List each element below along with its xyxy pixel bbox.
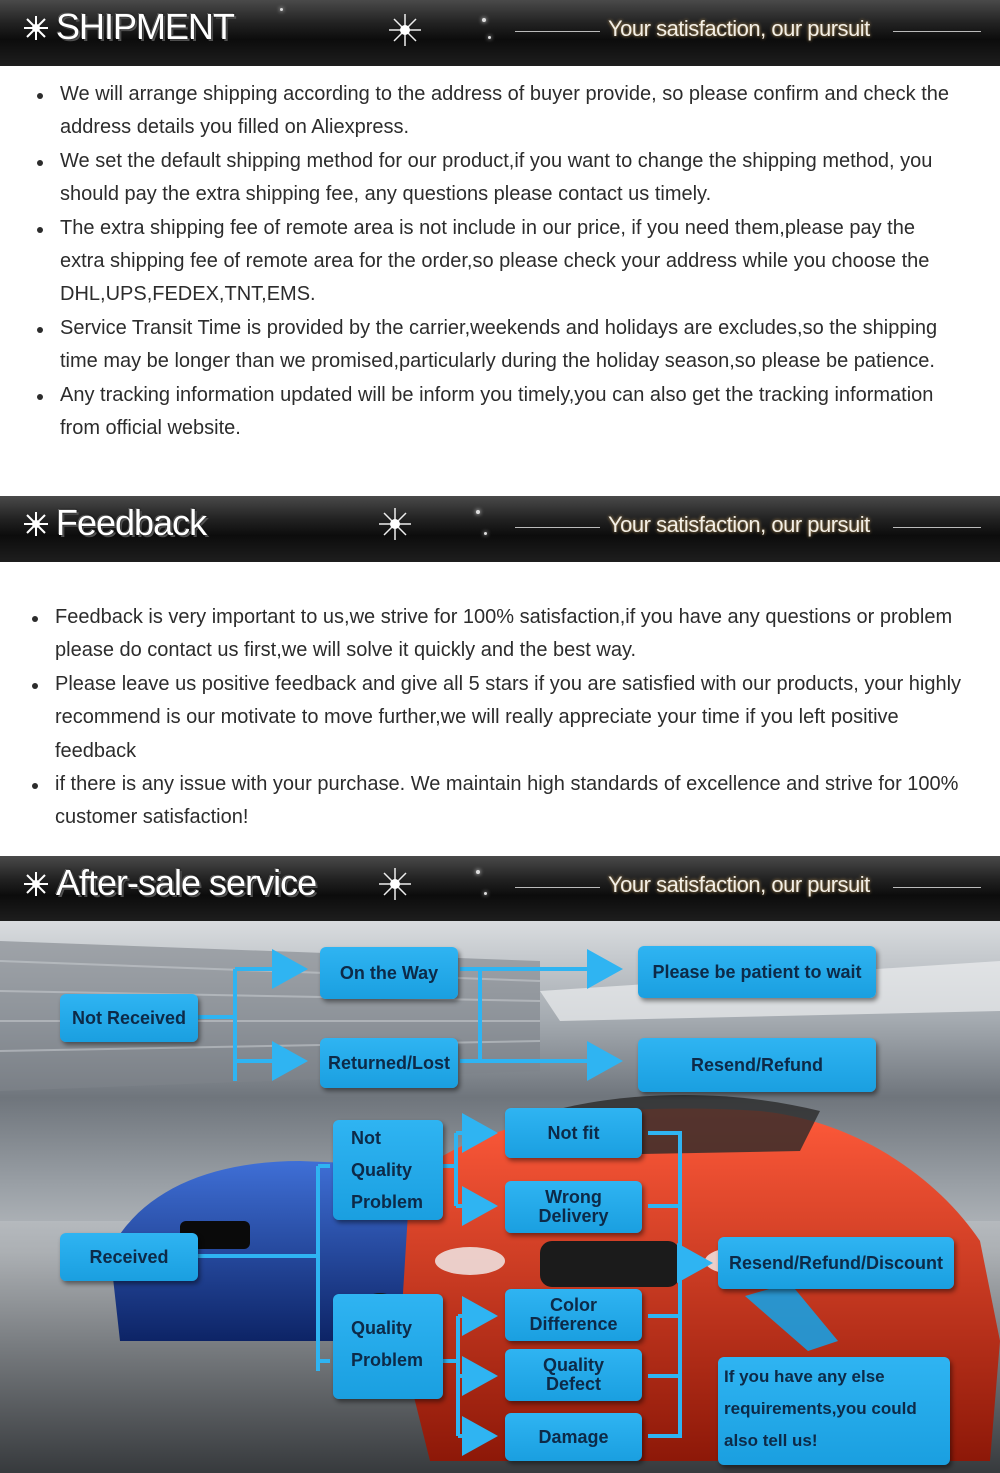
on-the-way-node: On the Way [320,947,458,999]
list-item: if there is any issue with your purchase. We maintain high standards of excellence and strive for 100% customer satisfaction! [0,768,1000,835]
else-requirements-node: If you have any else requirements,you could also tell us! [718,1357,950,1465]
after-sale-banner [0,856,1000,922]
feedback-banner [0,496,1000,562]
banner-slogan: Your satisfaction, our pursuit [608,512,870,537]
list-item: We will arrange shipping according to the address of buyer provide, so please confirm and check the address details you filled on Aliexpress. [0,78,1000,145]
sparkle-icon [22,870,50,898]
sparkle-icon [385,10,425,50]
not-received-node: Not Received [60,994,198,1042]
shipment-section [0,78,1000,445]
not-quality-problem-node: Not Quality Problem [333,1120,443,1220]
received-node: Received [60,1233,198,1281]
shipment-banner [0,0,1000,66]
banner-slogan: Your satisfaction, our pursuit [608,872,870,897]
after-sale-flowchart [0,921,1000,1473]
sparkle-icon [22,510,50,538]
sparkle-icon [375,864,415,904]
list-item: Service Transit Time is provided by the carrier,weekends and holidays are excludes,so the shipping time may be longer than we promised,particularly during the holiday season,so please be patience. [0,312,1000,379]
sparkle-icon [375,504,415,544]
section-title: Feedback [56,502,207,543]
sparkle-icon [22,14,50,42]
list-item: Feedback is very important to us,we strive for 100% satisfaction,if you have any questions or problem please do contact us first,we will solve it quickly and the best way. [0,601,1000,668]
banner-slogan: Your satisfaction, our pursuit [608,16,870,41]
quality-problem-node: Quality Problem [333,1294,443,1399]
resend-refund-discount-node: Resend/Refund/Discount [718,1237,954,1289]
not-fit-node: Not fit [505,1108,642,1158]
list-item: Any tracking information updated will be inform you timely,you can also get the tracking information from official website. [0,379,1000,446]
resend-refund-node: Resend/Refund [638,1038,876,1092]
color-difference-node: Color Difference [505,1289,642,1341]
damage-node: Damage [505,1413,642,1461]
wrong-delivery-node: Wrong Delivery [505,1181,642,1233]
section-title: After-sale service [56,862,317,903]
quality-defect-node: Quality Defect [505,1349,642,1401]
list-item: We set the default shipping method for our product,if you want to change the shipping method, you should pay the extra shipping fee, any questions please contact us timely. [0,145,1000,212]
please-wait-node: Please be patient to wait [638,946,876,998]
list-item: Please leave us positive feedback and give all 5 stars if you are satisfied with our products, your highly recommend is our motivate to move further,we will really appreciate your time if you left positive feedback [0,668,1000,768]
returned-lost-node: Returned/Lost [320,1038,458,1088]
section-title: SHIPMENT [56,6,235,47]
list-item: The extra shipping fee of remote area is not include in our price, if you need them,please pay the extra shipping fee of remote area for the order,so please check your address while you choose the DHL,UPS,FEDEX,TNT,EMS. [0,212,1000,312]
feedback-section [0,601,1000,835]
